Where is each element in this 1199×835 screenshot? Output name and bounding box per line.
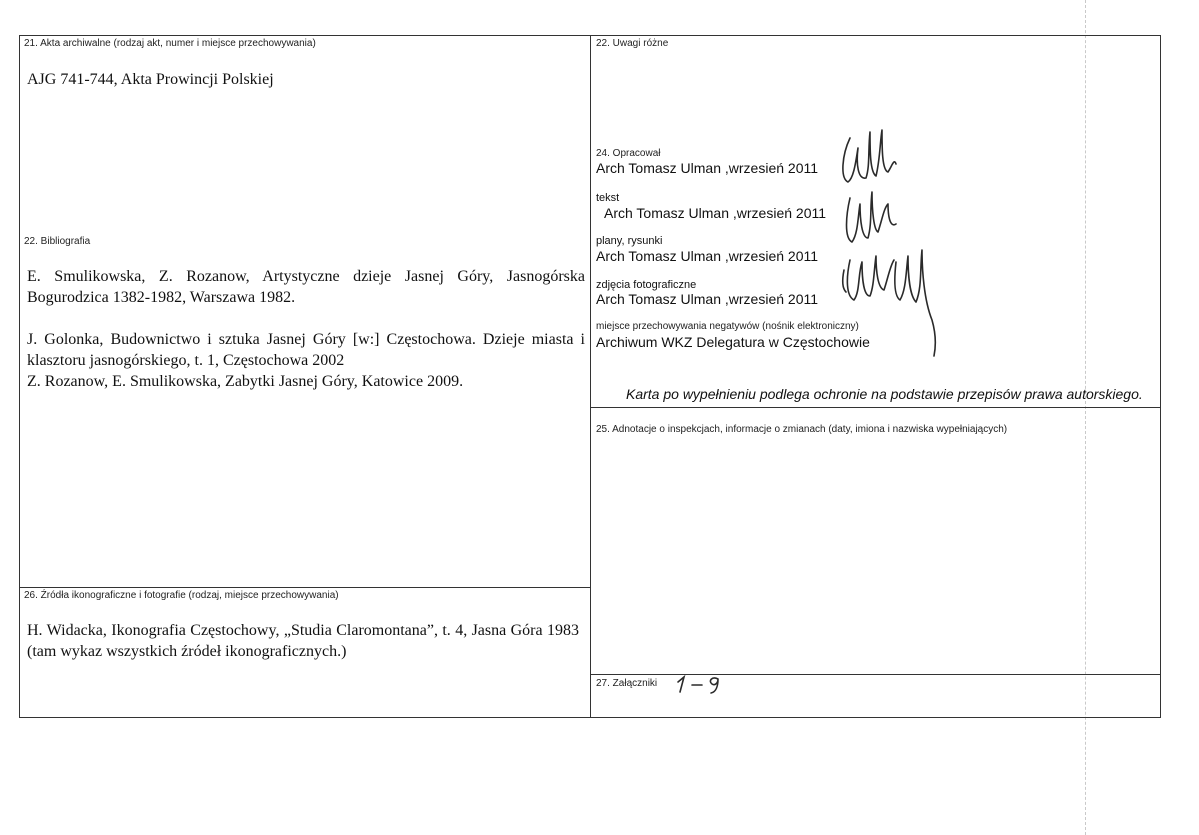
- text-author: Arch Tomasz Ulman ,wrzesień 2011: [604, 205, 827, 221]
- prepared-by-author: Arch Tomasz Ulman ,wrzesień 2011: [596, 160, 819, 176]
- copyright-notice: Karta po wypełnieniu podlega ochronie na podstawie przepisów prawa autorskiego.: [626, 386, 1143, 402]
- plans-author: Arch Tomasz Ulman ,wrzesień 2011: [596, 248, 819, 264]
- bibliography-entry-1: E. Smulikowska, Z. Rozanow, Artystyczne dzieje Jasnej Góry, Jasnogórska Bogurodzica 1382-1982, Warszawa 1982.: [27, 268, 585, 306]
- signature-3: [847, 256, 894, 300]
- section-21-label: 21. Akta archiwalne (rodzaj akt, numer i miejsce przechowywania): [24, 38, 316, 49]
- plans-label: plany, rysunki: [596, 235, 663, 247]
- column-divider: [590, 35, 591, 718]
- signature-tail: [843, 270, 846, 292]
- signature-scribbles: [836, 120, 946, 360]
- bibliography-label: 22. Bibliografia: [24, 236, 91, 247]
- attachments-handwritten: [674, 674, 724, 696]
- bibliography-entry-2: J. Golonka, Budownictwo i sztuka Jasnej Góry [w:] Częstochowa. Dzieje miasta i klasztoru jasnogórskiego, t. 1, Częstochowa 2002: [27, 331, 585, 369]
- photos-label: zdjęcia fotograficzne: [596, 279, 697, 291]
- signature-1: [843, 130, 896, 182]
- negatives-place: Archiwum WKZ Delegatura w Częstochowie: [596, 334, 870, 350]
- photos-author: Arch Tomasz Ulman ,wrzesień 2011: [596, 291, 819, 307]
- prepared-by-label: 24. Opracował: [596, 148, 661, 159]
- attachments-label: 27. Załączniki: [596, 678, 658, 689]
- section-26-text: H. Widacka, Ikonografia Częstochowy, „Studia Claromontana”, t. 4, Jasna Góra 1983 (tam wykaz wszystkich źródeł ikonograficznych.): [27, 622, 579, 660]
- bibliography-entry-3: Z. Rozanow, E. Smulikowska, Zabytki Jasnej Góry, Katowice 2009.: [27, 373, 464, 390]
- rule-left-26: [19, 587, 591, 588]
- negatives-label: miejsce przechowywania negatywów (nośnik elektroniczny): [596, 321, 859, 332]
- section-25-label: 25. Adnotacje o inspekcjach, informacje o zmianach (daty, imiona i nazwiska wypełniających): [596, 424, 1008, 435]
- rule-right-25: [590, 407, 1161, 408]
- signature-4: [895, 250, 936, 356]
- section-26-label: 26. Źródła ikonograficzne i fotografie (rodzaj, miejsce przechowywania): [24, 590, 339, 601]
- signature-2: [847, 192, 897, 242]
- remarks-label: 22. Uwagi różne: [596, 38, 669, 49]
- section-21-text: AJG 741-744, Akta Prowincji Polskiej: [27, 71, 274, 88]
- text-label: tekst: [596, 192, 620, 204]
